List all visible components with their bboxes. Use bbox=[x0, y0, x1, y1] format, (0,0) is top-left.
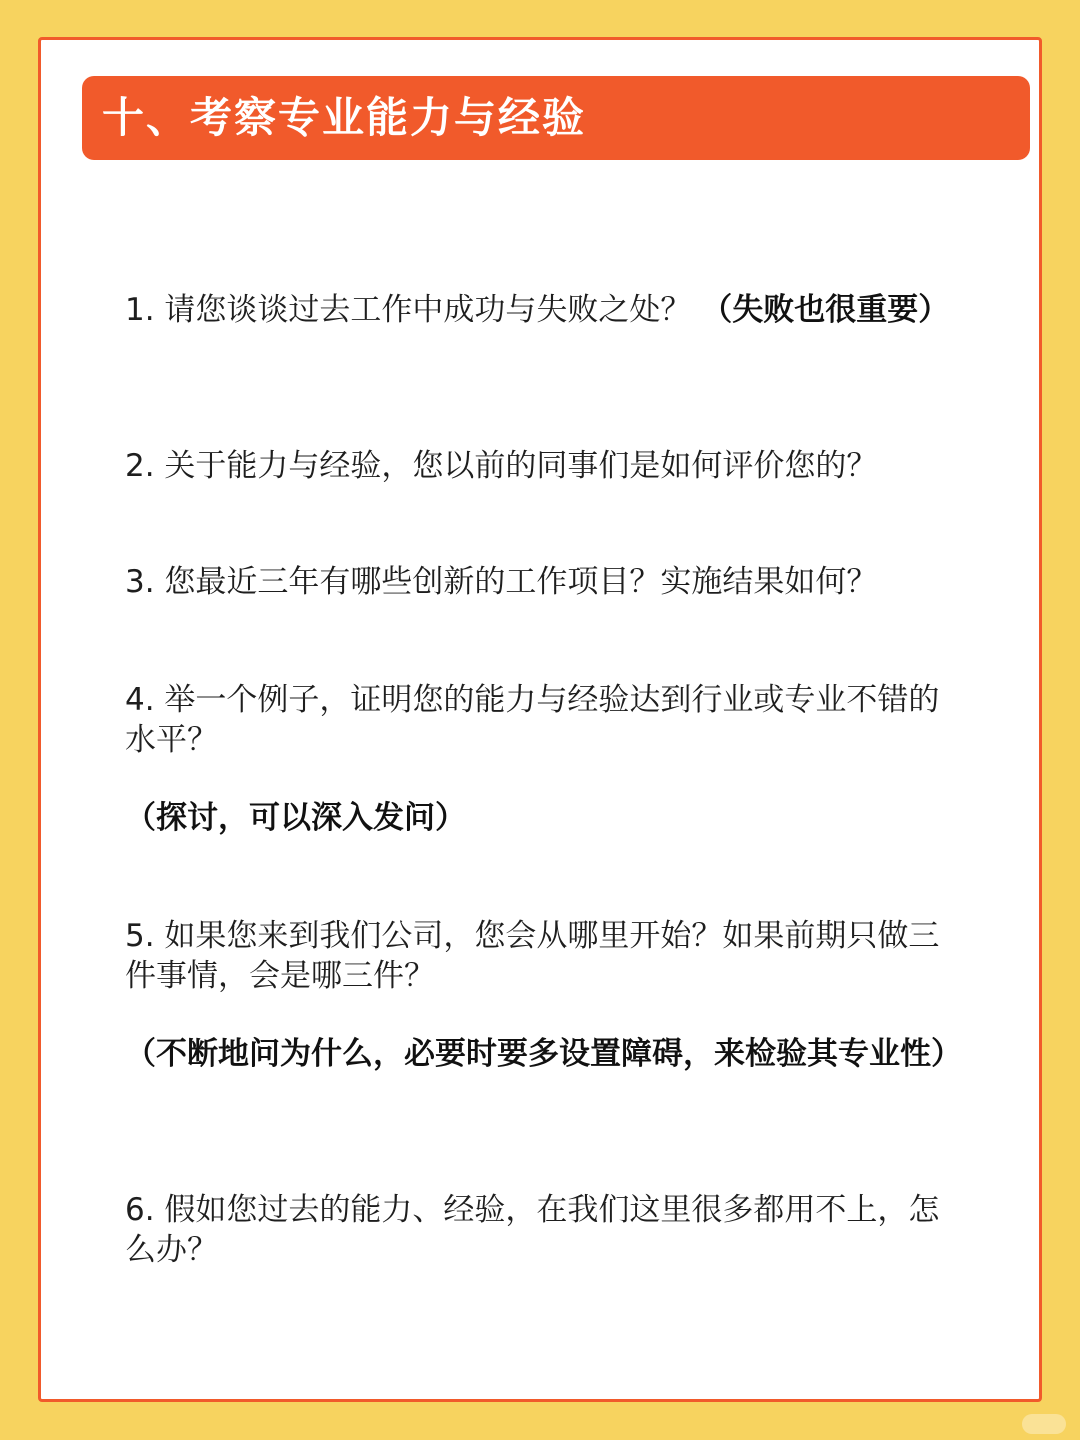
question-text: 4. 举一个例子，证明您的能力与经验达到行业或专业不错的水平？ bbox=[125, 682, 940, 758]
question-item-3 bbox=[125, 562, 955, 602]
question-note-5: （不断地问为什么，必要时要多设置障碍，来检验其专业性） bbox=[125, 1036, 962, 1072]
question-text: 3. 您最近三年有哪些创新的工作项目？实施结果如何？ bbox=[125, 564, 878, 600]
question-item-2 bbox=[125, 446, 955, 486]
question-note: （失败也很重要） bbox=[701, 292, 950, 328]
title-banner bbox=[82, 76, 1030, 160]
question-text: 1. 请您谈谈过去工作中成功与失败之处？ bbox=[125, 292, 692, 328]
question-note-4: （探讨，可以深入发问） bbox=[125, 800, 466, 836]
page-title: 十、考察专业能力与经验 bbox=[102, 93, 587, 142]
question-text: 2. 关于能力与经验，您以前的同事们是如何评价您的？ bbox=[125, 448, 878, 484]
question-text: 6. 假如您过去的能力、经验，在我们这里很多都用不上，怎么办？ bbox=[125, 1192, 940, 1268]
question-item-1 bbox=[125, 290, 955, 330]
watermark-badge bbox=[1022, 1414, 1066, 1434]
question-text: 5. 如果您来到我们公司，您会从哪里开始？如果前期只做三件事情，会是哪三件？ bbox=[125, 918, 940, 994]
question-item-4 bbox=[125, 680, 955, 760]
question-item-5 bbox=[125, 916, 955, 996]
question-item-6 bbox=[125, 1190, 955, 1270]
